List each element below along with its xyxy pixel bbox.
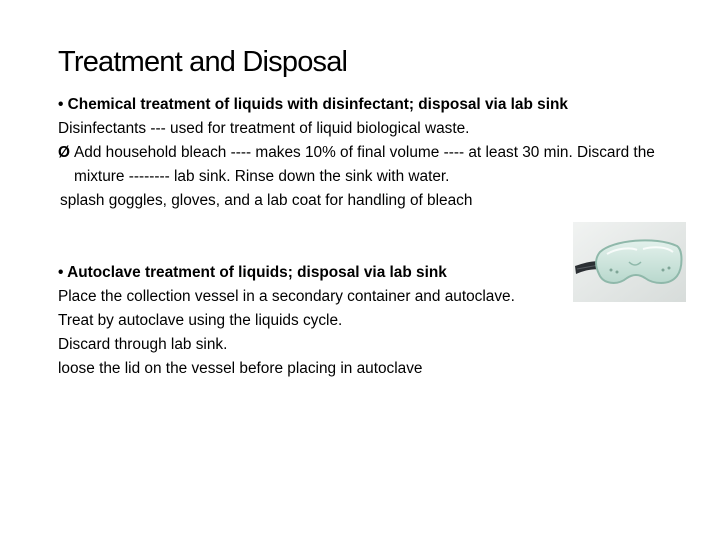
section2-line3: Discard through lab sink. (58, 336, 228, 353)
section1-safety: splash goggles, gloves, and a lab coat for handling of bleach (60, 192, 473, 209)
section1-heading: Chemical treatment of liquids with disinfectant; disposal via lab sink (67, 96, 568, 113)
section1-arrow-item (58, 141, 678, 189)
section2-line4: loose the lid on the vessel before placing in autoclave (58, 360, 423, 377)
section1-line1: Disinfectants --- used for treatment of liquid biological waste. (58, 120, 470, 137)
section2-line1: Place the collection vessel in a secondary container and autoclave. (58, 288, 515, 305)
arrow-bullet-icon: Ø (58, 144, 70, 161)
section2-heading: Autoclave treatment of liquids; disposal via lab sink (67, 264, 447, 281)
safety-goggles-icon (573, 222, 686, 302)
section1-heading-line (58, 93, 678, 117)
slide-title: Treatment and Disposal (58, 46, 348, 78)
section1-arrow-text: Add household bleach ---- makes 10% of final volume ---- at least 30 min. Discard the mixture -------- lab sink. Rinse down the sink with water. (74, 144, 655, 185)
section2-line2: Treat by autoclave using the liquids cycle. (58, 312, 343, 329)
section2-bullet: • (58, 264, 64, 281)
section1-bullet: • (58, 96, 64, 113)
